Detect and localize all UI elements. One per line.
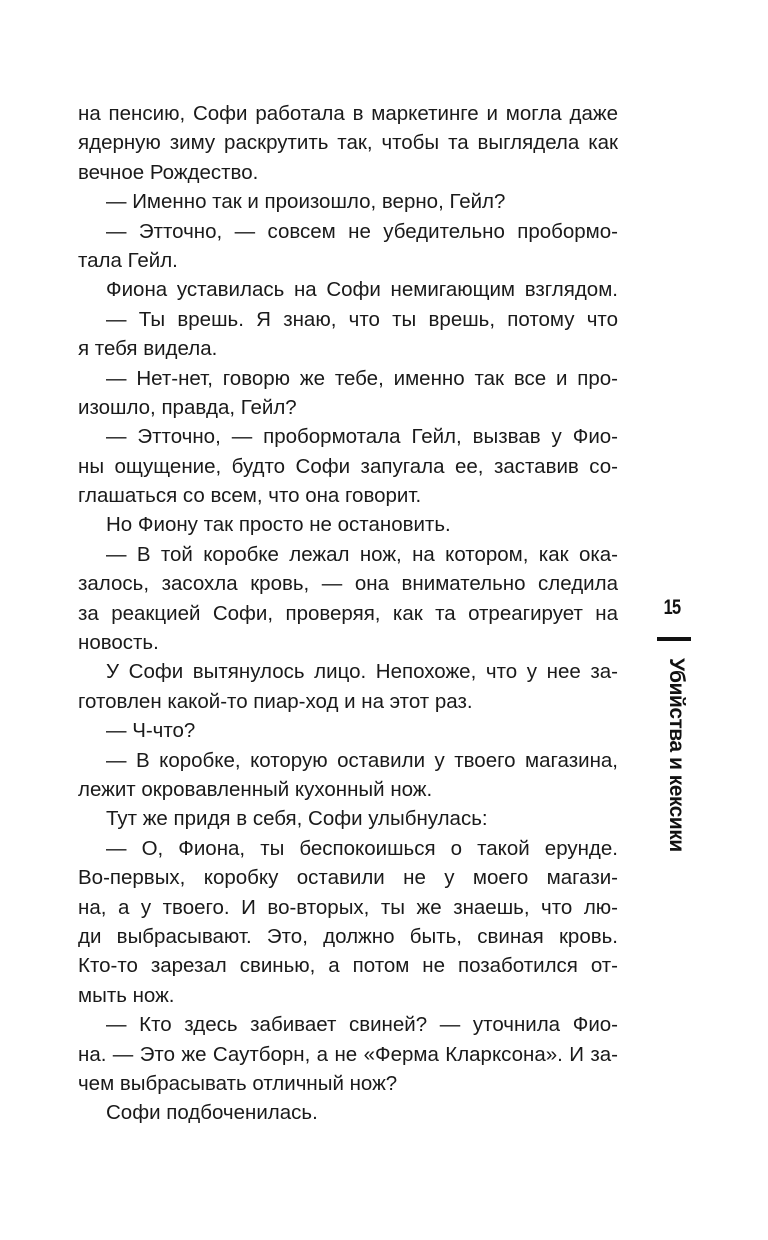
text-line: чем выбрасывать отличный нож?: [78, 1071, 398, 1095]
running-title: Убийства и кексики: [665, 658, 688, 852]
text-line: изошло, правда, Гейл?: [78, 395, 297, 419]
text-line: — Именно так и произошло, верно, Гейл?: [106, 190, 506, 214]
text-line: залось, засохла кровь, — она внимательно следила: [78, 572, 618, 596]
text-line: на пенсию, Софи работала в маркетинге и могла даже: [78, 102, 618, 125]
text-line: ди выбрасывают. Это, должно быть, свиная кровь.: [78, 924, 618, 948]
text-line: — О, Фиона, ты беспокоишься о такой ерунде.: [106, 836, 618, 860]
text-line: лежит окровавленный кухонный нож.: [78, 777, 433, 801]
text-line: на. — Это же Саутборн, а не «Ферма Кларксона». И за-: [78, 1042, 618, 1066]
text-line: — Этточно, — совсем не убедительно пробормо-: [106, 219, 618, 243]
text-line: — Этточно, — пробормотала Гейл, вызвав у Фио-: [106, 425, 618, 449]
text-line: новость.: [78, 631, 159, 655]
text-line: — В коробке, которую оставили у твоего магазина,: [106, 748, 618, 772]
body-text: [78, 99, 618, 1128]
text-line: тала Гейл.: [78, 248, 178, 272]
text-line: У Софи вытянулось лицо. Непохоже, что у нее за-: [106, 660, 618, 684]
text-line: Во-первых, коробку оставили не у моего магази-: [78, 866, 618, 890]
page-number: 15: [663, 596, 681, 619]
text-line: — Нет-нет, говорю же тебе, именно так все и про-: [106, 366, 618, 390]
text-line: Кто-то зарезал свинью, а потом не позаботился от-: [78, 954, 618, 978]
text-line: глашаться со всем, что она говорит.: [78, 484, 422, 508]
side-divider: [657, 637, 691, 641]
text-line: ядерную зиму раскрутить так, чтобы та выглядела как: [78, 131, 618, 155]
text-line: на, а у твоего. И во-вторых, ты же знаешь, что лю-: [78, 895, 618, 919]
text-line: я тебя видела.: [78, 337, 218, 361]
text-line: Софи подбоченилась.: [106, 1101, 318, 1125]
text-line: ны ощущение, будто Софи запугала ее, заставив со-: [78, 454, 618, 478]
text-line: вечное Рождество.: [78, 160, 259, 184]
text-line: Тут же придя в себя, Софи улыбнулась:: [106, 807, 488, 831]
text-line: мыть нож.: [78, 983, 175, 1007]
text-line: — Кто здесь забивает свиней? — уточнила Фио-: [106, 1013, 618, 1037]
text-line: — Ч-что?: [106, 719, 196, 743]
text-line: Фиона уставилась на Софи немигающим взглядом.: [106, 278, 618, 302]
text-line: за реакцией Софи, проверяя, как та отреагирует на: [78, 601, 618, 625]
text-line: Но Фиону так просто не остановить.: [106, 513, 451, 537]
text-line: готовлен какой-то пиар-ход и на этот раз.: [78, 689, 473, 713]
text-line: — В той коробке лежал нож, на котором, как ока-: [106, 542, 618, 566]
text-line: — Ты врешь. Я знаю, что ты врешь, потому что: [106, 307, 618, 331]
